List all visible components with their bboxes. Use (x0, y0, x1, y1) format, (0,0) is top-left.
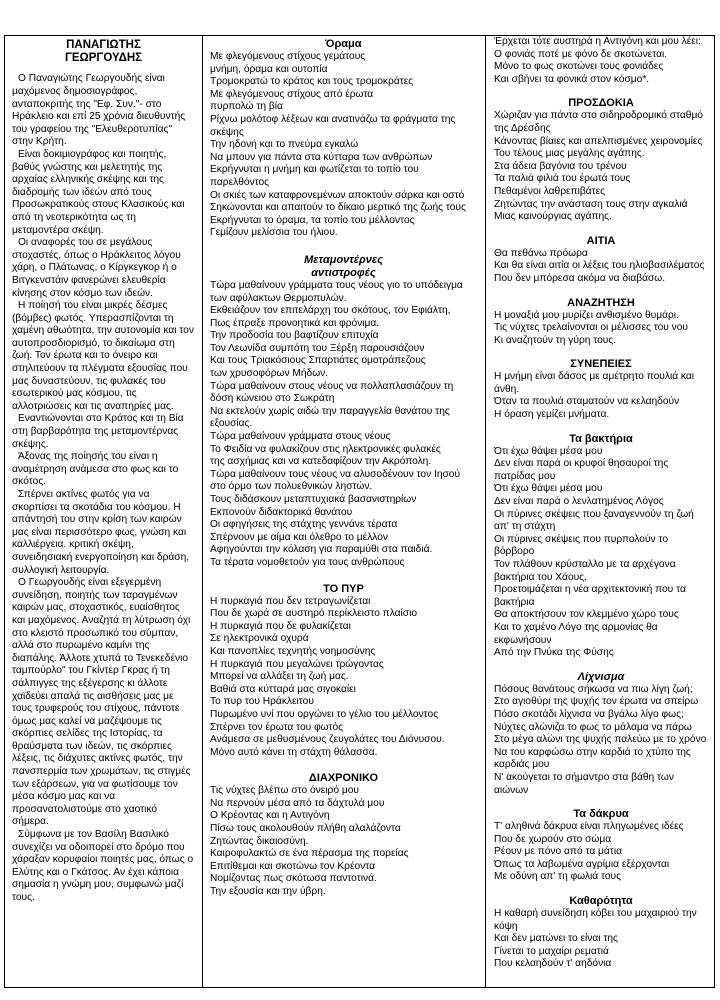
poem-line: Όταν τα πουλιά σταματούν να κελαηδούν (494, 396, 680, 408)
poem-line: Ν' ακούγεται το σήμαντρο στα βάθη των αιώνων (494, 771, 674, 796)
profile-paragraph: Η ποίησή του είναι μικρές δέσμες (βόμβες) φωτός. Υπερασπίζονται τη χαμένη αθωότητα, την αυτονομία και τον αυτοπροσδιορισμό, το δικαίωμα στη ζωή. Τον έρωτα και το όνειρο και στηλιτεύουν τα πλέγματα εξουσίας που μας δυναστεύουν, τις φυλακές του εσωτερικού μας κόσμου, τις αλλοτριώσεις και τις αναπηρίες μας. (12, 300, 194, 412)
poem-line: Η καθαρή συνείδηση κόβει του μαχαιριού την κόψη (494, 908, 697, 932)
poem-line: Και τους Τριακόσιους Σπαρτιάτες ομοτράπεζους (210, 355, 426, 367)
poem-line: Τώρα μαθαίνουν γράμματα τους νέους γιο το υπόδειγμα των αφύλακτων Θερμοπυλών. (210, 279, 463, 304)
section-spacer (494, 884, 708, 895)
poem-line: Σηκώνονται και απαιτούν το δίκαιο μερτικό της ζωής τους (210, 202, 466, 214)
poem-line: Στο αγιοθύρι της ψυχής τον έρωτα να σπείρω (494, 696, 699, 708)
poem-line: Αφηγούνται την κόλαση για παραμύθι στα παιδιά. (210, 544, 433, 556)
profile-paragraph: Ο Παναγιώτης Γεωργουδής είναι μαχόμενος δημοσιογράφος, ανταποκριτής της "Εφ. Συν."- στο Ηράκλειο και επί 25 χρόνια διευθυντής του γραφείου της "Ελευθεροτυπίας" στην Κρήτη. (12, 73, 186, 148)
poem-line: Πόσους θανάτους σήκωσα να πιω λίγη ζωή; (494, 683, 693, 695)
poem-line: Οι σκιές των καταφρονεμένων αποκτούν σάρκα και οστό (210, 189, 465, 201)
poem-line: Που δε χωρούν στο σώμα (494, 833, 612, 845)
poem-line: Που κελαηδούν τ' αηδόνια (494, 958, 612, 970)
poem-line: Τα παλιά φιλιά του έρωτά τους (494, 173, 631, 185)
poem-line: Ζητώντας την ανάσταση τους στην αγκαλιά (494, 198, 688, 210)
poem-line: Να του καρφώσω στην καρδιά το χτύπο της καρδιάς μου (494, 746, 691, 771)
poem-title: ΤΟ ΠΥΡ (323, 582, 364, 595)
poem-line: Ότι έχω θάψει μέσα μου (494, 483, 603, 495)
poem-line: Ρέουν με πόνο από τα μάτια (494, 846, 622, 858)
poem-title: Όραμα (325, 38, 362, 50)
poem-line: Θα πεθάνω πρόωρα (494, 247, 588, 259)
poem-line: Κάνοντας βίαιες και απελπισμένες χειρονομίες (494, 135, 703, 147)
poem-line: Στα άδεια βαγόνια του τρένου (494, 160, 627, 172)
poem-line: Η μνήμη είναι δάσος με αμέτρητο πουλιά και άνθη. (494, 371, 695, 395)
poem-line: Η όραση γεμίζει μνήματα. (494, 409, 610, 421)
poem-line: Δεν είναι παρά ο λενλατημένος Λόγος (494, 496, 664, 508)
poem-line: Οι πύρινες σκέψεις που ξαναγεννούν τη ζωή απ' τη στάχτη (494, 508, 694, 533)
profile-paragraph: Άξονας της ποίησής του είναι η αναμέτρηση ανάμεσα στο φως και το σκότος. (12, 451, 179, 488)
poem-line: Μόνο το φως σκοτώνει τους φονιάδες (494, 61, 664, 73)
poem-line: της ασχήμιας και να κατεδαφίζουν την Ακρόπολη. (210, 456, 432, 468)
poem-line: Η μοναξιά μου μυρίζει ανθισμένο θυμάρι. (494, 309, 679, 321)
poem-line: Κι αναζητούν τη γύρη τους. (494, 334, 617, 346)
profile-paragraph: Εναντιώνονται στο Κράτος και τη Βία στη βαρβαρότητα της μεταμοντέρνας σκέψης. (12, 413, 184, 450)
poem-line: Η πυρκαγιά που δεν τετραγωνίζεται (210, 595, 371, 607)
poem-line: Ο Κρέοντας και η Αντιγόνη (210, 810, 330, 822)
poem-line: Πόσο σκοτάδι λίχνισα να βγάλω λίγο φως; (494, 708, 684, 720)
poem-line: Από την Πνύκα της Φύσης (494, 647, 614, 659)
poem-line: Το πυρ του Ηράκλειτου (210, 696, 314, 708)
poem-line: Γίνεται το μαχαίρι ρεματιά (494, 945, 609, 957)
poem-line: Σπέρνει τον έρωτα του φωτός (210, 721, 344, 733)
profile-paragraph: Είναι δοκιμιογράφος και ποιητής, βαθύς γνώστης και μελετητής της αρχαίας ελληνικής σκέψης και της διαδρομής των ιδεών από τους Προσωκρατικούς στους Κλασικούς και από τη νεοτερικότητα ως τη μεταμοντέρα σκέψη. (12, 148, 185, 236)
poem-line: Η πυρκαγιά που μεγαλώνει τρώγοντας (210, 658, 384, 670)
poem-line: των χρυσοφόρων Μήδων. (210, 368, 329, 380)
poem-line: Έρχεται τότε αυστηρά η Αντιγόνη και μου λέει: (494, 36, 701, 47)
poem-line: Νύχτες αλώνιζα το φως το μάλαμα να πάρω (494, 721, 692, 733)
poem-line: Με οδύνη απ' τη φωλιά τους (494, 871, 622, 883)
poem-line: Θα αποκτήσουν τον κλεμμένο χώρο τους (494, 609, 679, 621)
poem-line: Προετοιμάζεται η νέα αρχιτεκτονική που τα βακτήρια (494, 584, 686, 608)
section-spacer (494, 797, 708, 808)
poem-title: ΑΙΤΙΑ (586, 234, 616, 247)
poem-line: Την εξουσία και την ύβρη. (210, 886, 326, 898)
poem-line: Πυρωμένο υνί που οργώνει το γέλιο του μέλλοντος (210, 708, 439, 720)
poem-line: Και δεν ματώνει το είναι της (494, 933, 618, 945)
poem-line: Βαθιά στα κύτταρά μας σιγοκαίει (210, 683, 356, 695)
section-spacer (494, 660, 708, 671)
poem-line: Γεμίζουν μελίσσια του ήλιου. (210, 227, 338, 239)
poem-line: Την προδοσία του βαφτίζουν επιτυχία (210, 330, 379, 342)
poem-line: Τώρα μαθαίνουν τους νέους να αλυσοδένουν τον Ιησού στο όρμο των πολυεθνικών ληστών. (210, 468, 461, 493)
poem-line: Σε ηλεκτρονικά οχυρά (210, 633, 309, 645)
section-spacer (210, 759, 477, 772)
section-spacer (494, 224, 708, 235)
poems-column-middle (203, 36, 486, 988)
profile-paragraph: Οι αναφορές του σε μεγάλους στοχαστές, όπως ο Ηράκλειτος λόγου χάρη, ο Πλάτωνας, ο Κίργκεγκορ ή ο Βιτγκενστάιν φανερώνει ελευθερία κίνησης στον κόσμο των ιδεών. (12, 237, 181, 299)
poem-line: Τ' αληθινά δάκρυα είναι πληγωμένες ιδέες (494, 821, 684, 833)
poem-line: Που δεν μπόρεσα ακόμα να διαβάσω. (494, 272, 666, 284)
poem-line: Οι πύρινες σκέψεις που πυρπολούν το βόρβορο (494, 533, 668, 558)
poem-line: Η πυρκαγιά που δε φυλακίζεται (210, 620, 351, 632)
poem-line: πυρπολώ τη βία (210, 101, 283, 113)
section-spacer (494, 86, 708, 97)
poem-subtitle: αντιστροφές (311, 266, 376, 279)
poem-line: Χώριζαν για πάντα στο σιδηροδρομικό σταθμό της Δρέσδης (494, 110, 703, 134)
poem-line: Εκρήγνυται το όραμα, τα τοπίο του μέλλοντος (210, 214, 415, 226)
poem-title: Τα βακτήρια (569, 432, 633, 445)
poem-line: Μόνο αυτό κάνει τη στάχτη θάλασσα. (210, 746, 378, 758)
poem-line: Όπως τα λαβωμένα αγρίμια εξέρχονται (494, 858, 670, 870)
profile-paragraph: Ο Γεωργουδής είναι εξεγερμένη συνείδηση, ποιητής των ταραγμένων καιρών μας, στοχαστικός, ευαίσθητος και μαχόμενος. Αναζητά τη λύτρωση όχι στο κλειστό προσωπικό του σύμπαν, αλλά στο πυρωμένο καμίνι της διαπάλης. Άλλοτε χτυπά το Τενεκεδένιο ταμπούρλο" του Γκίντερ Γκρας ή τη σάλπιγγες της εξέγερσης κι άλλοτε χαϊδεύει απαλά τις αισθήσεις μας με τους τρυφερούς του στίχους, πάντοτε όμως μας καλεί να μαζέψουμε τις σκόρπιες σελίδες της Ιστορίας, τα θραύσματα των ιδεών, τις σκόρπιες λέξεις, τις διάχυτες ακτίνες φωτός, την πανσπερμία των χρωμάτων, τις στιγμές των εξάρσεων, για να φωτίσουμε τον μέσα κόσμο μας και να προσανατολιστούμε στο χαοτικό σήμερα. (12, 577, 191, 828)
poem-line: Ρίχνω μολότοφ λέξεων και ανατινάζω τα φράγματα της σκέψης (210, 113, 456, 138)
poem-line: Ζητώντας δικαιοσύνη. (210, 835, 309, 847)
poem-line: Καιροφυλακτώ σε ένα πέρασμα της πορείας (210, 848, 409, 860)
poem-line: Τρομοκρατώ το κράτος και τους τρομοκράτες (210, 76, 414, 88)
author-profile-column (5, 36, 203, 988)
poem-line: Τις νύχτες τρελαίνονται οι μέλισσες του νου (494, 322, 688, 334)
poem-line: Μιας καινούργιας αγάπης. (494, 211, 612, 223)
poem-title: Μεταμοντέρνες (304, 253, 383, 266)
poem-line: Τον Λεωνίδα συμπότη του Ξέρξη παρουσιάζουν (210, 342, 425, 354)
poem-line: Με φλεγόμενους στίχους γεμάτους (210, 51, 366, 62)
section-spacer (494, 347, 708, 358)
profile-paragraph: Σύμφωνα με τον Βασίλη Βασιλικό συνεχίζει να οδοιπορεί στο δρόμο που χάραξαν κορυφαίοι ποιητές μας, όπως ο Ελύτης και ο Γκάτσος. Αν έχει κάποια σημασία η γνώμη μου, συμφωνώ μαζί τους. (12, 829, 194, 903)
poem-line: Δεν είναι παρά οι κρυφοί θησαυροί της πατρίδας μου (494, 458, 669, 482)
section-spacer (494, 286, 708, 297)
author-name-line-2: ΓΕΩΡΓΟΥΔΗΣ (64, 52, 143, 65)
poem-line: Σπέρνουν με αίμα και όλεθρο το μέλλον (210, 531, 389, 543)
poem-line: Ότι έχω θάψει μέσα μου (494, 445, 603, 457)
poem-line: Τους διδάσκουν μεταπτυχιακά βασανιστηρίων (210, 494, 417, 505)
poem-title: ΑΝΑΖΗΤΗΣΗ (567, 296, 635, 309)
poem-title: Λίχνισμα (577, 670, 625, 683)
poem-line: Το Φειδία να φυλακίζουν στις ηλεκτρονικές φυλακές (210, 443, 441, 455)
poems-column-right (486, 36, 714, 988)
poem-title: Τα δάκρυα (573, 808, 629, 821)
section-spacer (494, 422, 708, 433)
poem-line: Τον πλάθουν κρύσταλλο με τα αρχέγονα βακτήρια του Χάους. (494, 559, 676, 583)
poem-title: ΔΙΑΧΡΟΝΙΚΟ (308, 772, 379, 785)
poem-line: μνήμη, όραμα και ουτοπία (210, 63, 328, 75)
poem-line: Μπορεί να αλλάξει τη ζωή μας. (210, 671, 349, 683)
poem-line: Εκρήγνυται η μνήμη και φωτίζεται το τοπίο του παρελθόντος (210, 164, 419, 188)
profile-paragraph: Σπέρνει ακτίνες φωτός για να σκορπίσει τα σκοτάδια του κόσμου. Η απάντησή του στην κρίση των καιρών μας είναι περισσότερο φως, γνώση και καλλιέργεια. κριτική σκέψη, συνειδησιακή ενεργοποίηση και δράση, συλλογική λειτουργία. (12, 489, 190, 576)
poem-line: Οι αφηγήσεις της στάχτης γεννάνε τέρατα (210, 519, 398, 531)
poem-line: Την ηδονή και το πνεύμα εγκαλώ (210, 139, 359, 151)
poem-line: Να εκτελούν χωρίς αιδώ την παραγγελία θανάτου της εξουσίας. (210, 405, 450, 430)
poem-line: Που δε χωρά σε αυστηρό περίκλειστο πλαίσιο (210, 608, 418, 620)
poem-line: Και θα είναι αιτία οι λέξεις του ηλιοβασιλέματος (494, 260, 705, 272)
poem-line: Και το χαμένο Λόγο της αρμονίας θα εκφωνήσουν (494, 621, 658, 646)
poem-line: Και πανοπλίες τεχνητής νοημοσύνης (210, 645, 376, 657)
poem-line: Με φλεγόμενους στίχους από έρωτα (210, 88, 374, 100)
poem-title: ΣΥΝΕΠΕΙΕΣ (570, 358, 632, 371)
poem-line: Νομίζοντας πως σκότωσα παντοτινά. (210, 873, 377, 885)
section-spacer (210, 240, 477, 254)
author-name-line-1: ΠΑΝΑΓΙΩΤΗΣ (66, 39, 141, 51)
section-spacer (210, 570, 477, 583)
poem-line: Να περνούν μέσα από τα δάχτυλά μου (210, 797, 385, 809)
poem-line: Τώρα μαθαίνουν στους νέους να πολλαπλασιάζουν τη δόση κώνειου στο Σωκράτη (210, 380, 454, 405)
poem-line: Στο μέγα αλώνι της ψυχής παλεύω με το χρόνο (494, 734, 707, 746)
poem-line: Επιτίθεμαι και σκοτώνω τον Κρέοντα (210, 860, 376, 872)
poem-line: Ο φονιάς ποτέ με φόνο δε σκοτώνεται. (494, 48, 668, 60)
poem-line: Εκθειάζουν τον επιτελάρχη του σκότους, τον Εφιάλτη, (210, 305, 451, 317)
poem-line: Πεθαμένοι λαθρεπιβάτες (494, 185, 606, 197)
poem-line: Εκπονούν διδακτορικά θανάτου (210, 506, 353, 518)
poem-line: Τις νύχτες βλέπω στο όνειρό μου (210, 785, 359, 797)
poem-line: Τα τέρατα νομοθετούν για τους ανθρώπους (210, 556, 405, 568)
poem-line: Του τέλους μιας μεγάλης αγάπης. (494, 148, 645, 160)
poem-title: Καθαρότητα (569, 895, 633, 908)
poem-line: Τώρα μαθαίνουν γράμματα στους νέους (210, 431, 391, 443)
poem-line: Πίσω τους ακολουθούν πλήθη αλαλάζοντα (210, 823, 401, 835)
poem-line: Και σβήνει τα φονικά στον κόσμο*. (494, 73, 650, 85)
poem-line: Πως έπραξε προνοητικά και φρόνιμα. (210, 317, 380, 329)
poem-line: Να μπουν για πάντα στα κύτταρα των ανθρώπων (210, 151, 433, 163)
poem-title: ΠΡΟΣΔΟΚΙΑ (568, 97, 634, 110)
poem-line: Ανάμεσα σε μεθυσμένους ζευγολάτες του Διόνυσου. (210, 734, 445, 746)
